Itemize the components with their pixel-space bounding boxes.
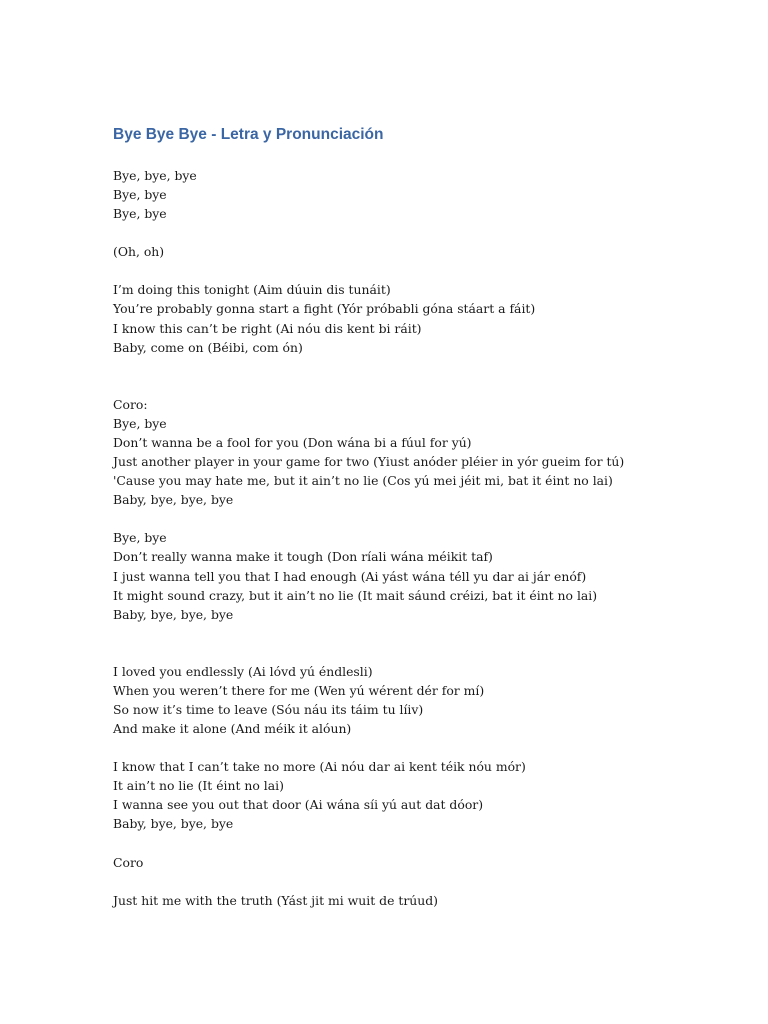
stanza-intro — [113, 166, 733, 223]
lyric-line: Bye, bye — [113, 415, 167, 431]
lyric-line: I just wanna tell you that I had enough (Ai yást wána téll yu dar ai jár enóf) — [113, 568, 587, 584]
stanza-oh — [113, 242, 733, 261]
chorus-label: Coro: — [113, 396, 148, 412]
lyric-line: I loved you endlessly (Ai lóvd yú éndlesli) — [113, 663, 373, 679]
lyric-line: It ain’t no lie (It éint no lai) — [113, 778, 284, 794]
lyric-line: You’re probably gonna start a fight (Yór próbabli góna stáart a fáit) — [113, 301, 536, 317]
lyric-line: Bye, bye, bye — [113, 168, 197, 183]
lyric-line: Don’t really wanna make it tough (Don ríali wána méikit taf) — [113, 549, 493, 565]
document-page — [113, 124, 733, 929]
lyric-line: I wanna see you out that door (Ai wána síi yú aut dat dóor) — [113, 797, 484, 813]
lyric-line: Baby, come on (Béibi, com ón) — [113, 339, 303, 355]
stanza-coro-ref — [113, 853, 733, 872]
lyric-line: (Oh, oh) — [113, 244, 165, 260]
lyric-line: So now it’s time to leave (Sóu náu its táim tu líiv) — [113, 701, 424, 717]
lyric-line: Just another player in your game for two (Yiust anóder pléier in yór gueim for tú) — [113, 454, 625, 470]
lyric-line: 'Cause you may hate me, but it ain’t no lie (Cos yú mei jéit mi, bat it éint no lai) — [113, 473, 613, 489]
lyric-line: I know that I can’t take no more (Ai nóu dar ai kent téik nóu mór) — [113, 759, 526, 775]
lyric-line: I’m doing this tonight (Aim dúuin dis tunáit) — [113, 282, 391, 298]
lyric-line: Baby, bye, bye, bye — [113, 606, 234, 622]
lyric-line: And make it alone (And méik it alóun) — [113, 721, 352, 737]
lyric-line: I know this can’t be right (Ai nóu dis kent bi ráit) — [113, 320, 422, 336]
lyric-line: Bye, bye — [113, 530, 167, 546]
lyric-line: Bye, bye — [113, 187, 167, 203]
stanza-verse-3 — [113, 757, 733, 833]
lyric-line: Baby, bye, bye, bye — [113, 492, 234, 508]
lyric-line: When you weren’t there for me (Wen yú wérent dér for mí) — [113, 682, 485, 698]
document-title: Bye Bye Bye - Letra y Pronunciación — [113, 126, 384, 143]
lyric-line: Don’t wanna be a fool for you (Don wána bi a fúul for yú) — [113, 434, 472, 450]
lyric-line: Just hit me with the truth (Yást jit mi wuit de trúud) — [113, 892, 438, 908]
lyric-line: It might sound crazy, but it ain’t no lie (It mait sáund créizi, bat it éint no lai) — [113, 587, 598, 603]
stanza-chorus-2 — [113, 528, 733, 623]
stanza-chorus-1 — [113, 395, 733, 510]
stanza-final — [113, 891, 733, 910]
stanza-verse-2 — [113, 662, 733, 738]
lyric-line: Baby, bye, bye, bye — [113, 816, 234, 832]
stanza-verse-1 — [113, 280, 733, 356]
chorus-label: Coro — [113, 854, 144, 870]
lyric-line: Bye, bye — [113, 206, 167, 222]
